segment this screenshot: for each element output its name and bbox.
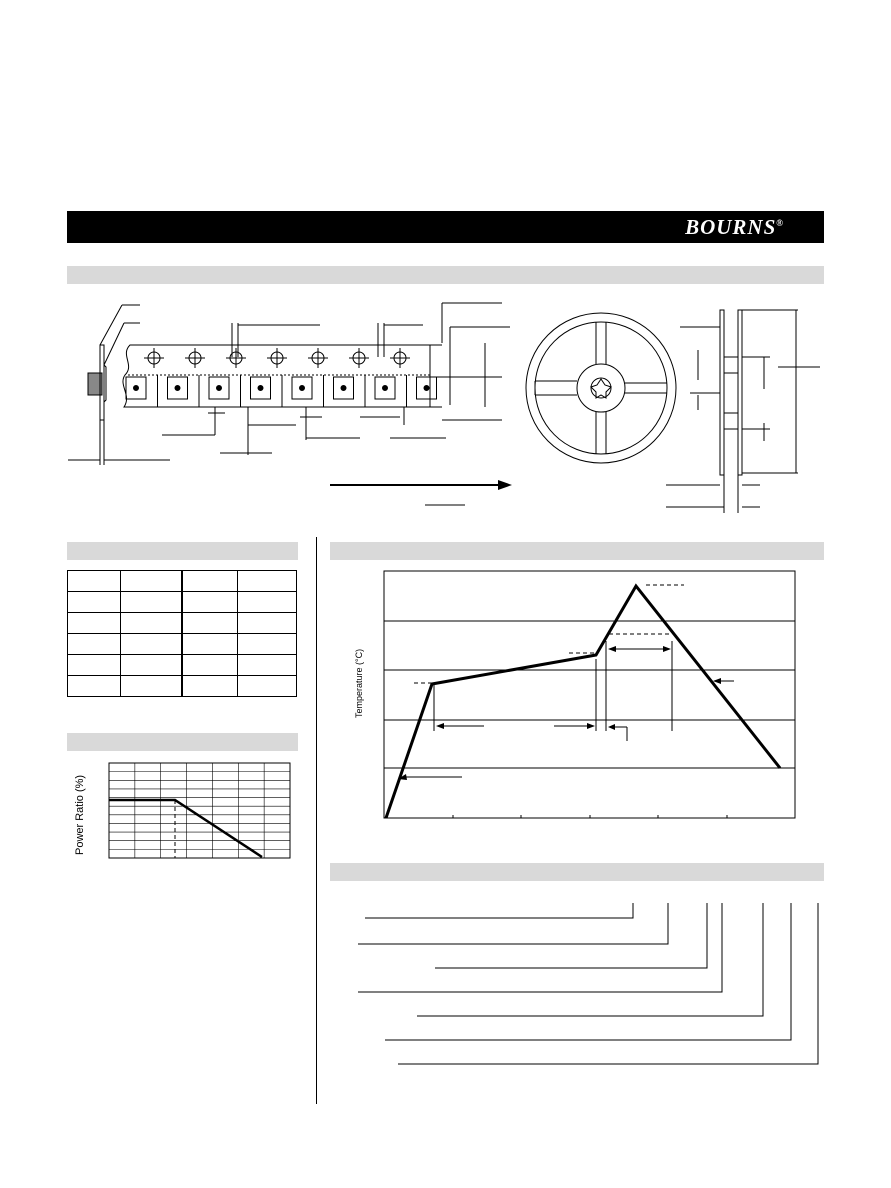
table-row — [68, 571, 297, 592]
section-bar-reflow-profile — [330, 542, 824, 560]
derating-chart — [109, 763, 291, 859]
section-bar-dimensions-table — [67, 542, 298, 560]
section-bar-part-numbering — [330, 863, 824, 881]
part-number-diagram — [355, 900, 825, 1070]
section-bar-derating — [67, 733, 298, 751]
table-row — [68, 676, 297, 697]
tape-diagram — [60, 295, 520, 515]
registered-mark: ® — [776, 218, 784, 228]
reflow-chart — [384, 571, 796, 821]
table-row — [68, 613, 297, 634]
dimensions-table — [67, 570, 297, 697]
bourns-logo-text: BOURNS — [685, 215, 777, 239]
header-bar — [67, 211, 824, 243]
reel-diagram — [520, 295, 840, 520]
derating-y-axis-label: Power Ratio (%) — [74, 774, 86, 855]
reflow-y-axis-label: Temperature (°C) — [354, 648, 364, 718]
section-bar-packaging — [67, 266, 824, 284]
table-row — [68, 655, 297, 676]
table-row — [68, 634, 297, 655]
column-divider — [316, 537, 317, 1104]
bourns-logo — [685, 215, 784, 240]
table-row — [68, 592, 297, 613]
